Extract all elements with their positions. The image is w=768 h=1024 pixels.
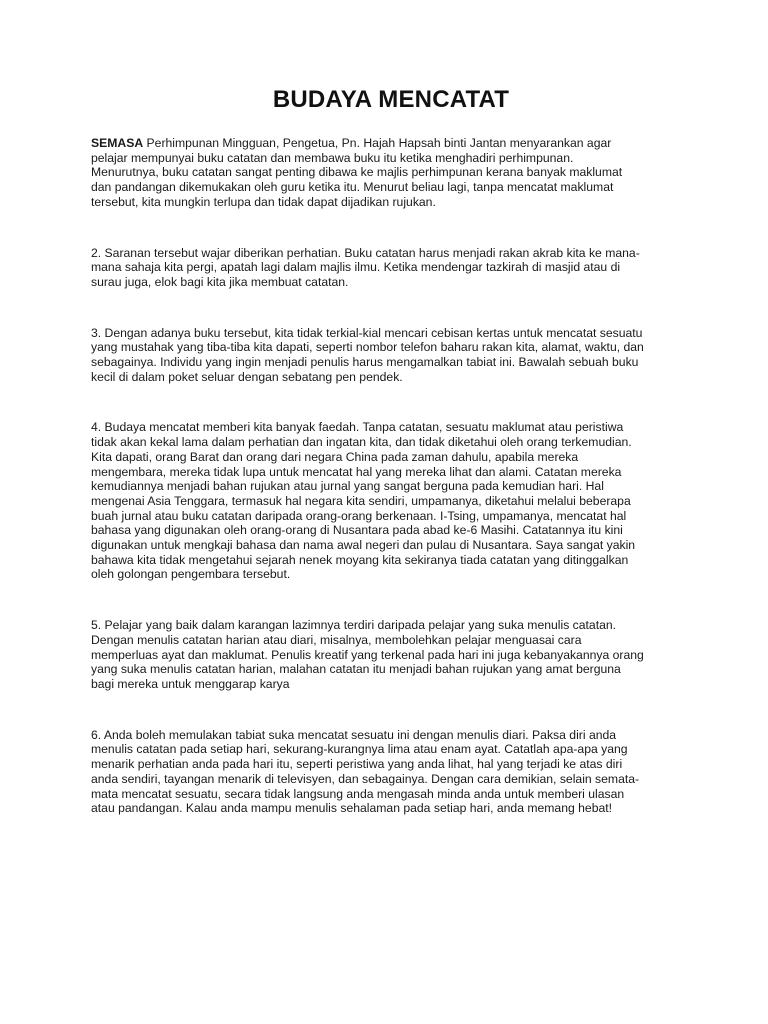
paragraph-line: surau juga, elok bagi kita jika membuat catatan. <box>91 274 349 289</box>
paragraph-lead-word: SEMASA <box>91 136 144 150</box>
document-title: BUDAYA MENCATAT <box>272 86 510 113</box>
paragraph-line: 6. Anda boleh memulakan tabiat suka mencatat sesuatu ini dengan menulis diari. Paksa diri anda <box>91 727 617 742</box>
paragraph-line-text: Perhimpunan Mingguan, Pengetua, Pn. Hajah Hapsah binti Jantan menyarankan agar <box>143 136 612 150</box>
paragraph-line: Kita dapati, orang Barat dan orang dari negara China pada zaman dahulu, apabila mereka <box>91 449 579 464</box>
paragraph-line: menulis catatan pada setiap hari, sekurang-kurangnya lima atau enam ayat. Catatlah apa-apa yang <box>91 742 628 757</box>
document-page <box>91 86 691 852</box>
paragraph-line: mana sahaja kita pergi, apatah lagi dalam majlis ilmu. Ketika mendengar tazkirah di masjid atau di <box>91 260 621 275</box>
paragraph-line: tersebut, kita mungkin terlupa dan tidak dapat dijadikan rujukan. <box>91 194 436 209</box>
paragraph-line: Dengan menulis catatan harian atau diari, misalnya, membolehkan pelajar menguasai cara <box>91 632 582 647</box>
paragraph-line: 3. Dengan adanya buku tersebut, kita tidak terkial-kial mencari cebisan kertas untuk mencatat sesuatu <box>91 325 643 340</box>
paragraph-line: dan pandangan dikemukakan oleh guru ketika itu. Menurut beliau lagi, tanpa mencatat maklumat <box>91 180 614 195</box>
paragraph-1 <box>91 136 691 210</box>
paragraph-line: anda sendiri, tayangan menarik di televisyen, dan sebagainya. Dengan cara demikian, selain semata- <box>91 771 640 786</box>
paragraph-line: kemudiannya menjadi bahan rujukan atau jurnal yang sangat berguna pada kemudian hari. Hal <box>91 479 604 494</box>
paragraph-line: Menurutnya, buku catatan sangat penting dibawa ke majlis perhimpunan kerana banyak maklumat <box>91 165 623 180</box>
paragraph-line: pelajar mempunyai buku catatan dan membawa buku itu ketika menghadiri perhimpunan. <box>91 150 574 165</box>
paragraph-line: buah jurnal atau buku catatan daripada orang-orang berkenaan. I-Tsing, umpamanya, mencatat hal <box>91 508 627 523</box>
paragraph-line <box>91 136 691 151</box>
paragraph-line: sebagainya. Individu yang ingin menjadi penulis harus mengamalkan tabiat ini. Bawalah sebuah buku <box>91 355 639 370</box>
paragraph-line: digunakan untuk mengkaji bahasa dan nama awal negeri dan pulau di Nusantara. Saya sangat yakin <box>91 538 636 553</box>
paragraph-line: memperluas ayat dan maklumat. Penulis kreatif yang terkenal pada hari ini juga kebanyakannya orang <box>91 647 644 662</box>
paragraph-line: yang mustahak yang tiba-tiba kita dapati, seperti nombor telefon baharu rakan kita, alamat, waktu, dan <box>91 340 644 355</box>
paragraph-line: mengenai Asia Tenggara, termasuk hal negara kita sendiri, umpamanya, diketahui melalui beberapa <box>91 493 631 508</box>
paragraph-line: tidak akan kekal lama dalam perhatian dan ingatan kita, dan tidak diketahui oleh orang terkemudian. <box>91 435 632 450</box>
paragraph-line: oleh golongan pengembara tersebut. <box>91 567 291 582</box>
paragraph-line: kecil di dalam poket seluar dengan sebatang pen pendek. <box>91 369 403 384</box>
paragraph-5 <box>91 618 691 692</box>
paragraph-line: 2. Saranan tersebut wajar diberikan perhatian. Buku catatan harus menjadi rakan akrab kita ke mana- <box>91 245 640 260</box>
paragraph-line: menarik perhatian anda pada hari itu, seperti peristiwa yang anda lihat, hal yang terjadi ke atas diri <box>91 757 623 772</box>
paragraph-line: mengembara, mereka tidak lupa untuk mencatat hal yang mereka lihat dan alami. Catatan mereka <box>91 464 622 479</box>
paragraph-6 <box>91 728 691 816</box>
paragraph-line: atau pandangan. Kalau anda mampu menulis sehalaman pada setiap hari, anda memang hebat! <box>91 801 613 816</box>
document-body <box>91 136 691 816</box>
paragraph-line: 5. Pelajar yang baik dalam karangan lazimnya terdiri daripada pelajar yang suka menulis catatan. <box>91 618 617 633</box>
paragraph-line: yang suka menulis catatan harian, malahan catatan itu menjadi bahan rujukan yang amat berguna <box>91 662 621 677</box>
paragraph-line: bahasa yang digunakan oleh orang-orang di Nusantara pada abad ke-6 Masihi. Catatannya itu kini <box>91 523 623 538</box>
paragraph-4 <box>91 420 691 582</box>
paragraph-line: bagi mereka untuk menggarap karya <box>91 676 290 691</box>
paragraph-2 <box>91 246 691 290</box>
paragraph-3 <box>91 326 691 385</box>
paragraph-line: mata mencatat sesuatu, secara tidak langsung anda mengasah minda anda untuk memberi ulasan <box>91 786 625 801</box>
paragraph-line: bahawa kita tidak mengetahui sejarah nenek moyang kita sekiranya tiada catatan yang ditinggalkan <box>91 552 629 567</box>
paragraph-line: 4. Budaya mencatat memberi kita banyak faedah. Tanpa catatan, sesuatu maklumat atau peristiwa <box>91 420 624 435</box>
